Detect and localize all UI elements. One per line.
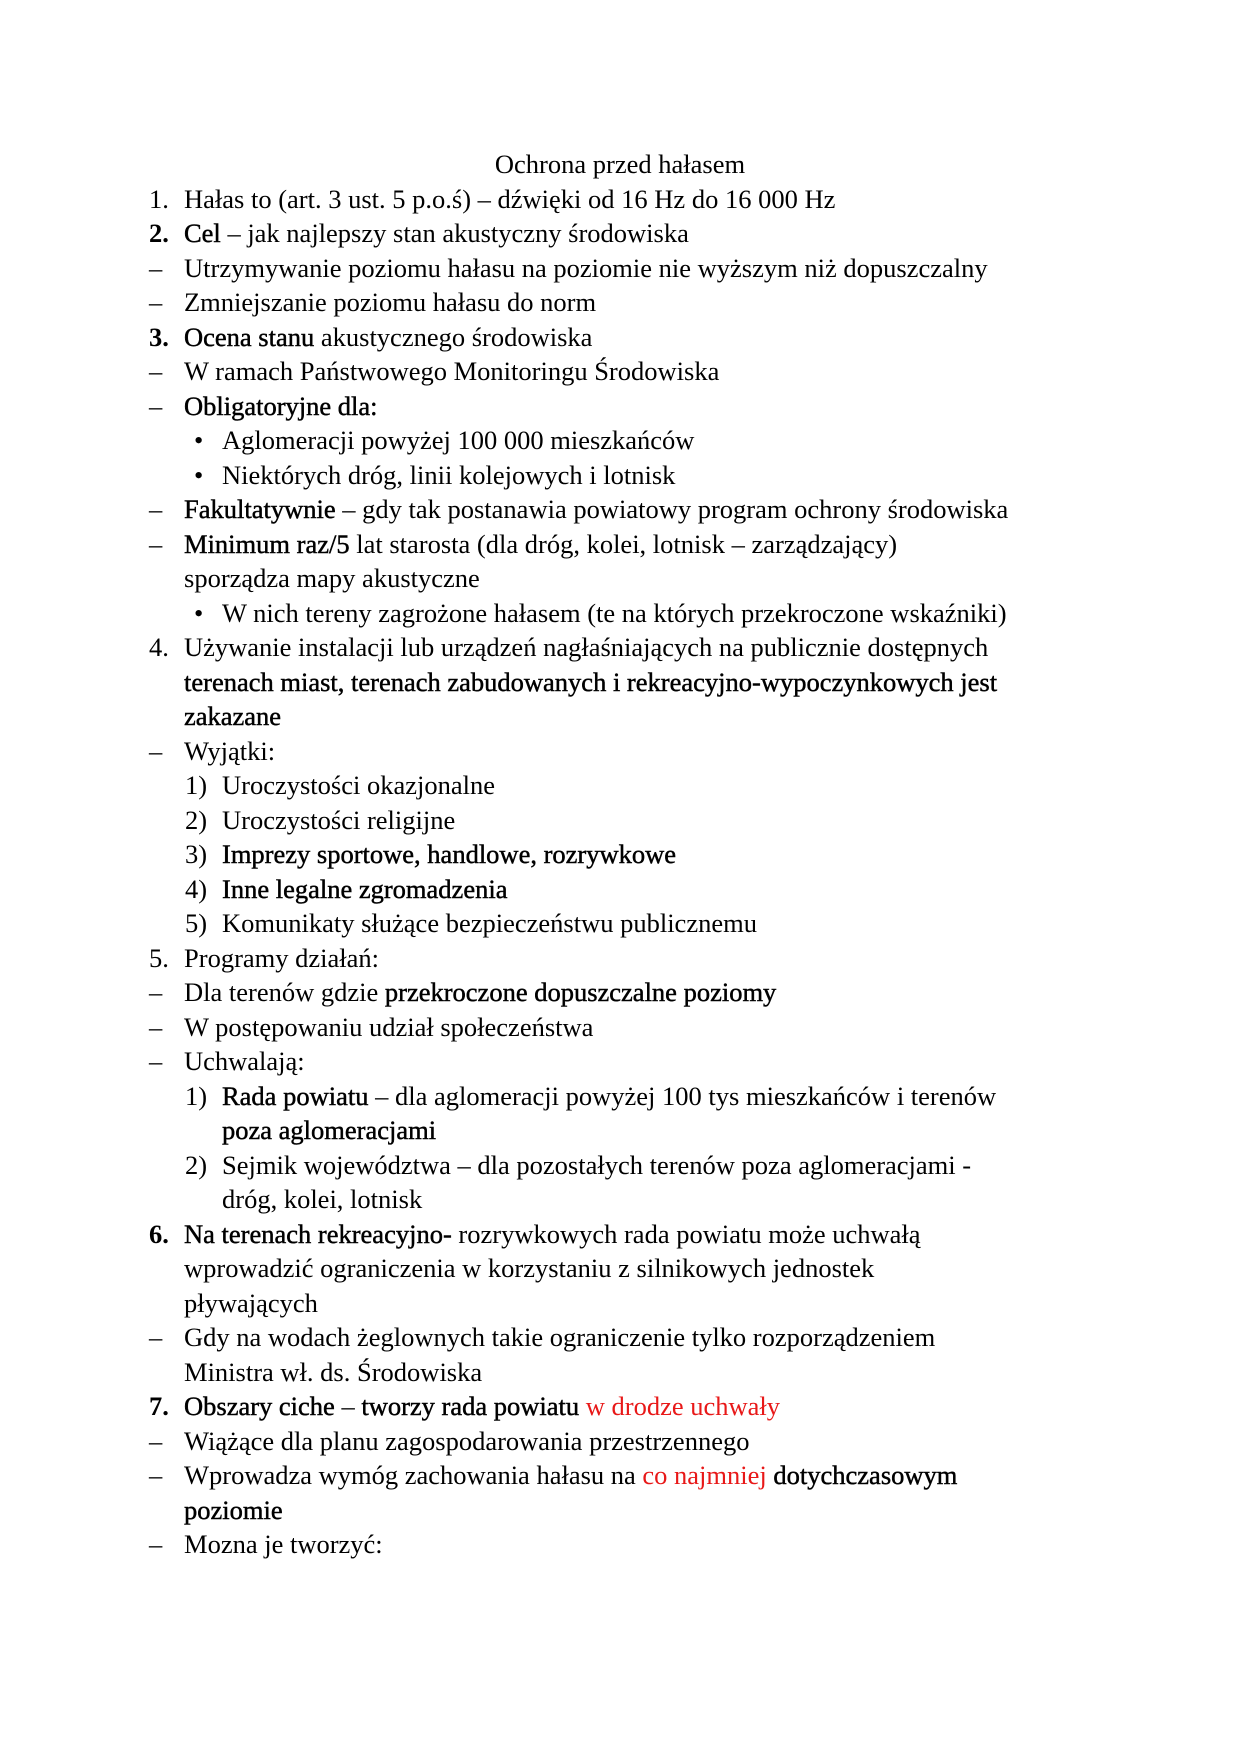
line-text: [222, 1148, 971, 1183]
emphasized-text: Imprezy sportowe, handlowe, rozrywkowe: [222, 839, 677, 869]
text-segment: wprowadzić ograniczenia w korzystaniu z silnikowych jednostek: [184, 1253, 875, 1283]
line-text: [184, 1010, 593, 1045]
line-text: [184, 1251, 874, 1286]
emphasized-text: dotychczasowym: [773, 1460, 958, 1490]
emphasized-text: Minimum raz/5: [184, 528, 350, 559]
list-number: 5.: [149, 942, 169, 973]
text-segment: W postępowaniu udział społeczeństwa: [184, 1011, 594, 1042]
text-segment: Uroczystości okazjonalne: [222, 770, 495, 800]
list-number: 1.: [149, 183, 169, 214]
dash-marker: –: [149, 528, 163, 559]
text-segment: sporządza mapy akustyczne: [184, 563, 480, 593]
list-number: 4): [185, 873, 208, 904]
dash-marker: –: [149, 287, 163, 317]
text-segment: Wyjątki:: [184, 735, 276, 766]
line-text: [184, 1389, 780, 1424]
emphasized-text: zakazane: [184, 701, 282, 731]
line-text: [184, 1527, 383, 1562]
line-text: [184, 975, 776, 1010]
dash-marker: –: [149, 977, 163, 1007]
text-segment: Gdy na wodach żeglownych takie ograniczenie tylko rozporządzeniem: [184, 1322, 936, 1352]
line-text: [222, 906, 757, 941]
text-segment: Używanie instalacji lub urządzeń nagłaśniających na publicznie dostępnych: [184, 632, 989, 662]
highlighted-text: w drodze uchwały: [579, 1391, 781, 1421]
line-text: [184, 1458, 957, 1493]
emphasized-text: Inne legalne zgromadzenia: [222, 873, 508, 904]
line-text: [184, 182, 835, 217]
highlighted-text: co najmniej: [642, 1460, 767, 1490]
line-text: [184, 1493, 283, 1528]
emphasized-text: Fakultatywnie: [184, 494, 336, 524]
dash-marker: –: [149, 735, 163, 766]
list-number: 1): [185, 1080, 208, 1111]
emphasized-text: Na terenach rekreacyjno-: [184, 1218, 452, 1249]
text-segment: rozrywkowych rada powiatu może uchwałą: [451, 1218, 921, 1249]
text-segment: Utrzymywanie poziomu hałasu na poziomie nie wyższym niż dopuszczalny: [184, 252, 988, 283]
line-text: [222, 837, 676, 872]
text-segment: W nich tereny zagrożone hałasem (te na których przekroczone wskaźniki): [222, 597, 1007, 628]
line-text: [184, 251, 988, 286]
emphasized-text: Ocena stanu: [184, 321, 315, 352]
list-number: 2): [185, 804, 208, 835]
text-segment: – gdy tak postanawia powiatowy program ochrony środowiska: [335, 494, 1009, 524]
emphasized-text: Rada powiatu: [222, 1080, 369, 1111]
line-text: [184, 527, 897, 562]
line-text: [184, 389, 378, 424]
text-segment: Mozna je tworzyć:: [184, 1529, 383, 1559]
dash-marker: –: [149, 390, 163, 421]
line-text: [222, 1113, 436, 1148]
text-segment: Ministra wł. ds. Środowiska: [184, 1356, 483, 1387]
text-segment: Zmniejszanie poziomu hałasu do norm: [184, 287, 597, 317]
line-text: [184, 492, 1008, 527]
bullet-icon: •: [194, 597, 204, 628]
line-text: [222, 1079, 996, 1114]
dash-marker: –: [149, 1011, 163, 1042]
dash-marker: –: [149, 1425, 163, 1456]
list-number: 3): [185, 839, 208, 869]
line-text: [184, 216, 689, 251]
line-text: [222, 1182, 422, 1217]
text-segment: Uroczystości religijne: [222, 804, 456, 835]
dash-marker: –: [149, 1046, 163, 1076]
emphasized-text: przekroczone dopuszczalne poziomy: [384, 977, 777, 1007]
line-text: [184, 561, 480, 596]
list-number: 1): [185, 770, 208, 800]
text-segment: – dla aglomeracji powyżej 100 tys mieszkańców i terenów: [368, 1080, 997, 1111]
line-text: [184, 699, 281, 734]
line-text: [184, 1320, 935, 1355]
line-text: [184, 320, 592, 355]
text-segment: pływających: [184, 1287, 318, 1318]
line-text: [184, 1217, 921, 1252]
text-segment: –: [334, 1391, 362, 1421]
line-text: [222, 458, 675, 493]
text-segment: Programy działań:: [184, 942, 380, 973]
emphasized-text: Obszary ciche: [184, 1391, 335, 1421]
list-number: 3.: [149, 321, 169, 352]
line-text: [184, 1424, 749, 1459]
emphasized-text: poziomie: [184, 1494, 283, 1525]
line-text: [222, 596, 1007, 631]
line-text: [184, 1355, 482, 1390]
line-text: [184, 734, 275, 769]
text-segment: Wiążące dla planu zagospodarowania przestrzennego: [184, 1425, 750, 1456]
line-text: [184, 1286, 318, 1321]
text-segment: Aglomeracji powyżej 100 000 mieszkańców: [222, 425, 695, 455]
bullet-icon: •: [194, 425, 204, 455]
dash-marker: –: [149, 356, 163, 386]
emphasized-text: poza aglomeracjami: [222, 1115, 437, 1145]
dash-marker: –: [149, 1529, 163, 1559]
text-segment: Sejmik województwa – dla pozostałych terenów poza aglomeracjami -: [222, 1149, 972, 1180]
bullet-icon: •: [194, 459, 204, 490]
line-text: [184, 665, 997, 700]
emphasized-text: Obligatoryjne dla:: [184, 390, 378, 421]
list-number: 7.: [149, 1391, 169, 1421]
text-segment: lat starosta (dla dróg, kolei, lotnisk – zarządzający): [349, 528, 898, 559]
text-segment: Wprowadza wymóg zachowania hałasu na: [184, 1460, 643, 1490]
dash-marker: –: [149, 252, 163, 283]
emphasized-text: Cel: [184, 218, 221, 248]
line-text: [222, 768, 495, 803]
list-number: 4.: [149, 632, 169, 662]
line-text: [222, 803, 455, 838]
line-text: [184, 1044, 305, 1079]
text-segment: Uchwalają:: [184, 1046, 305, 1076]
text-segment: W ramach Państwowego Monitoringu Środowiska: [184, 356, 720, 386]
text-segment: Dla terenów gdzie: [184, 977, 385, 1007]
line-text: [184, 941, 379, 976]
line-text: [184, 354, 719, 389]
line-text: [184, 285, 596, 320]
text-segment: – jak najlepszy stan akustyczny środowiska: [220, 218, 689, 248]
text-segment: akustycznego środowiska: [314, 321, 593, 352]
text-segment: Hałas to (art. 3 ust. 5 p.o.ś) – dźwięki od 16 Hz do 16 000 Hz: [184, 183, 836, 214]
list-number: 2): [185, 1149, 208, 1180]
list-number: 2.: [149, 218, 169, 248]
list-number: 5): [185, 908, 208, 938]
dash-marker: –: [149, 1460, 163, 1490]
text-segment: Komunikaty służące bezpieczeństwu publicznemu: [222, 908, 757, 938]
list-number: 6.: [149, 1218, 169, 1249]
line-text: [222, 423, 694, 458]
emphasized-text: terenach miast, terenach zabudowanych i rekreacyjno-wypoczynkowych jest: [184, 666, 998, 697]
text-segment: dróg, kolei, lotnisk: [222, 1184, 423, 1214]
line-text: [184, 630, 988, 665]
dash-marker: –: [149, 494, 163, 524]
dash-marker: –: [149, 1322, 163, 1352]
document-title: Ochrona przed hałasem: [494, 149, 746, 179]
emphasized-text: tworzy rada powiatu: [361, 1391, 580, 1421]
text-segment: Niektórych dróg, linii kolejowych i lotnisk: [222, 459, 676, 490]
line-text: [222, 872, 507, 907]
